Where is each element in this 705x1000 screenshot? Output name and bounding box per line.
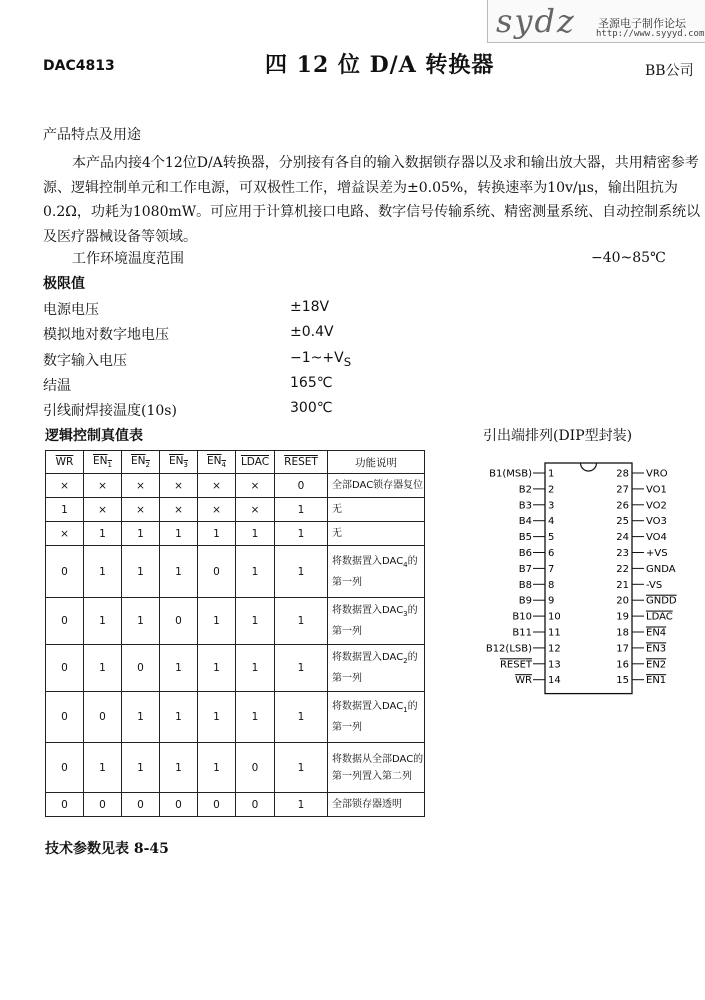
pin-number: 7 bbox=[548, 563, 555, 575]
truth-table-cell: 将数据从全部DAC的第一列置入第二列 bbox=[328, 743, 425, 793]
manufacturer: BB公司 bbox=[645, 63, 694, 79]
truth-table-cell: 0 bbox=[122, 645, 160, 692]
truth-table-header: LDAC bbox=[236, 451, 275, 474]
truth-table-row bbox=[46, 692, 425, 743]
truth-table-cell: × bbox=[198, 498, 236, 522]
pin-name: VRO bbox=[646, 468, 668, 480]
pin-name: B5 bbox=[518, 532, 532, 544]
pin-number: 26 bbox=[616, 500, 629, 512]
truth-table-cell: 全部锁存器透明 bbox=[328, 793, 425, 817]
truth-table bbox=[45, 450, 425, 817]
pin-name: B8 bbox=[518, 579, 532, 591]
pin-number: 13 bbox=[548, 659, 561, 671]
truth-table-cell: 1 bbox=[236, 692, 275, 743]
truth-table-row bbox=[46, 645, 425, 692]
truth-table-header: $\overline{WR}$ bbox=[46, 451, 84, 474]
truth-table-cell: 0 bbox=[275, 474, 328, 498]
pin-number: 10 bbox=[548, 611, 561, 623]
truth-table-cell: 1 bbox=[198, 645, 236, 692]
page-title: 四 12 位 D/A 转换器 bbox=[265, 52, 495, 78]
pin-number: 11 bbox=[548, 627, 561, 639]
pin-name: RESET bbox=[499, 659, 532, 671]
truth-table-cell: 1 bbox=[122, 692, 160, 743]
truth-table-cell: 0 bbox=[236, 793, 275, 817]
truth-table-cell: 0 bbox=[46, 598, 84, 645]
pin-number: 6 bbox=[548, 548, 555, 559]
truth-table-cell: 1 bbox=[84, 546, 122, 598]
truth-table-header: $EN_4$ bbox=[198, 451, 236, 474]
limit-label: 电源电压 bbox=[43, 302, 99, 318]
truth-table-cell: 1 bbox=[198, 522, 236, 546]
pin-number: 3 bbox=[548, 500, 555, 512]
truth-table-cell: 1 bbox=[198, 743, 236, 793]
limit-row bbox=[43, 400, 403, 422]
truth-table-cell: 0 bbox=[84, 793, 122, 817]
truth-table-row bbox=[46, 522, 425, 546]
pin-name: EN4 bbox=[646, 627, 667, 639]
truth-table-row bbox=[46, 743, 425, 793]
limit-label: 引线耐焊接温度(10s) bbox=[43, 403, 177, 420]
pin-name: VO3 bbox=[646, 516, 667, 528]
truth-table-cell: × bbox=[236, 498, 275, 522]
truth-table-cell: 1 bbox=[275, 793, 328, 817]
pin-number: 21 bbox=[616, 579, 629, 591]
features-paragraph: 本产品内接4个12位D/A转换器，分别接有各自的输入数据锁存器以及求和输出放大器，共用精密参考源、逻辑控制单元和工作电源，可双极性工作，增益误差为±0.05%，转换速率为10v/μs，输出阻抗为0.2Ω，功耗为1080mW。可应用于计算机接口电路、数字信号传输系统、精密测量系统、自动控制系统以及医疗器械设备等领域。 bbox=[43, 155, 701, 245]
pin-number: 15 bbox=[616, 675, 629, 687]
truth-table-cell: 0 bbox=[236, 743, 275, 793]
watermark-logo: sydz bbox=[496, 2, 576, 40]
truth-table-cell: 无 bbox=[328, 522, 425, 546]
truth-table-cell: 1 bbox=[275, 498, 328, 522]
truth-table-cell: 1 bbox=[236, 598, 275, 645]
limit-row bbox=[43, 350, 403, 372]
limit-value: ±18V bbox=[290, 299, 330, 315]
truth-table-cell: 0 bbox=[160, 793, 198, 817]
truth-table-cell: 1 bbox=[275, 522, 328, 546]
truth-table-cell: 1 bbox=[122, 598, 160, 645]
features-heading: 产品特点及用途 bbox=[43, 127, 141, 143]
truth-table-cell: 1 bbox=[275, 598, 328, 645]
truth-table-cell: 0 bbox=[46, 645, 84, 692]
watermark-url: http://www.syyyd.com bbox=[596, 29, 705, 39]
truth-table-heading: 逻辑控制真值表 bbox=[45, 428, 143, 444]
truth-table-cell: 0 bbox=[198, 546, 236, 598]
pin-name: VO4 bbox=[646, 532, 667, 544]
pin-name: B9 bbox=[518, 595, 532, 607]
truth-table-cell: × bbox=[198, 474, 236, 498]
pin-name: B4 bbox=[518, 516, 532, 528]
truth-table-cell: × bbox=[84, 474, 122, 498]
truth-table-cell: 1 bbox=[84, 743, 122, 793]
truth-table-header: $EN_3$ bbox=[160, 451, 198, 474]
pin-number: 23 bbox=[616, 548, 629, 559]
truth-table-cell: 1 bbox=[122, 522, 160, 546]
part-number: DAC4813 bbox=[43, 58, 115, 74]
truth-table-cell: 1 bbox=[160, 692, 198, 743]
pin-name: VO1 bbox=[646, 484, 667, 496]
limit-value: $-1\sim+V_S$ bbox=[290, 349, 352, 369]
truth-table-cell: 无 bbox=[328, 498, 425, 522]
truth-table-cell: × bbox=[46, 522, 84, 546]
truth-table-cell: × bbox=[84, 498, 122, 522]
truth-table-cell: 1 bbox=[84, 522, 122, 546]
truth-table-cell: 将数据置入$DAC_2$的第一列 bbox=[328, 645, 425, 692]
pin-name: B7 bbox=[518, 563, 532, 575]
truth-table-cell: 1 bbox=[198, 598, 236, 645]
truth-table-cell: 1 bbox=[275, 743, 328, 793]
dip-pinout-diagram bbox=[470, 455, 705, 710]
pin-name: GNDA bbox=[646, 563, 676, 575]
pinout-heading: 引出端排列(DIP型封装) bbox=[483, 428, 633, 444]
pin-number: 20 bbox=[616, 595, 629, 607]
footer-note: 技术参数见表 8-45 bbox=[45, 841, 169, 857]
truth-table-cell: 将数据置入$DAC_4$的第一列 bbox=[328, 546, 425, 598]
pin-name: WR bbox=[515, 675, 532, 687]
pin-number: 19 bbox=[616, 611, 629, 623]
pin-name: B10 bbox=[512, 611, 532, 623]
pin-number: 12 bbox=[548, 643, 561, 655]
truth-table-cell: 1 bbox=[275, 645, 328, 692]
truth-table-cell: 1 bbox=[122, 743, 160, 793]
pin-name: EN2 bbox=[646, 659, 667, 671]
truth-table-cell: 0 bbox=[46, 793, 84, 817]
truth-table-header: $EN_2$ bbox=[122, 451, 160, 474]
pin-number: 14 bbox=[548, 675, 561, 687]
truth-table-cell: 1 bbox=[160, 645, 198, 692]
pin-number: 4 bbox=[548, 516, 555, 528]
truth-table-cell: 将数据置入$DAC_1$的第一列 bbox=[328, 692, 425, 743]
truth-table-cell: 1 bbox=[236, 645, 275, 692]
pin-name: B3 bbox=[518, 500, 532, 512]
pin-name: GNDD bbox=[646, 595, 677, 607]
pin-number: 25 bbox=[616, 516, 629, 528]
pin-name: -VS bbox=[646, 579, 663, 591]
limit-label: 结温 bbox=[43, 377, 71, 394]
truth-table-row bbox=[46, 498, 425, 522]
limit-row bbox=[43, 375, 403, 397]
limit-label: 模拟地对数字地电压 bbox=[43, 327, 169, 344]
truth-table-cell: 1 bbox=[198, 692, 236, 743]
pin-name: EN3 bbox=[646, 643, 667, 655]
truth-table-cell: 1 bbox=[160, 522, 198, 546]
truth-table-cell: × bbox=[122, 474, 160, 498]
pin-number: 22 bbox=[616, 563, 629, 575]
pin-number: 9 bbox=[548, 595, 555, 607]
pin-name: B6 bbox=[518, 548, 532, 559]
truth-table-cell: 0 bbox=[160, 598, 198, 645]
limit-value: ±0.4V bbox=[290, 324, 334, 341]
truth-table-header: $EN_1$ bbox=[84, 451, 122, 474]
pin-name: EN1 bbox=[646, 675, 667, 687]
pin-name: B11 bbox=[512, 627, 532, 639]
truth-table-cell: 1 bbox=[275, 546, 328, 598]
pin-name: LDAC bbox=[646, 611, 673, 623]
pin-number: 27 bbox=[616, 484, 629, 496]
pin-number: 16 bbox=[616, 659, 629, 671]
limit-value: 300℃ bbox=[290, 400, 333, 417]
pin-name: B1(MSB) bbox=[489, 468, 532, 480]
truth-table-cell: 1 bbox=[122, 546, 160, 598]
truth-table-cell: 0 bbox=[46, 743, 84, 793]
truth-table-cell: 0 bbox=[198, 793, 236, 817]
truth-table-cell: 1 bbox=[84, 645, 122, 692]
truth-table-cell: × bbox=[236, 474, 275, 498]
pin-number: 2 bbox=[548, 484, 555, 496]
truth-table-cell: 全部DAC锁存器复位 bbox=[328, 474, 425, 498]
truth-table-header: RESET bbox=[275, 451, 328, 474]
limit-label: 数字输入电压 bbox=[43, 352, 127, 369]
pin-number: 1 bbox=[548, 468, 555, 480]
pin-name: VO2 bbox=[646, 500, 667, 512]
pin-name: B2 bbox=[518, 484, 532, 496]
truth-table-cell: × bbox=[160, 498, 198, 522]
ic-notch bbox=[581, 463, 597, 471]
pin-number: 28 bbox=[616, 468, 629, 480]
truth-table-cell: 1 bbox=[236, 522, 275, 546]
truth-table-cell: 1 bbox=[46, 498, 84, 522]
truth-table-cell: 1 bbox=[160, 546, 198, 598]
pin-name: B12(LSB) bbox=[485, 643, 532, 655]
truth-table-cell: 将数据置入$DAC_3$的第一列 bbox=[328, 598, 425, 645]
pin-name: +VS bbox=[646, 548, 668, 559]
truth-table-cell: 1 bbox=[84, 598, 122, 645]
truth-table-cell: × bbox=[122, 498, 160, 522]
watermark-site-name: 圣源电子制作论坛 bbox=[598, 17, 686, 30]
truth-table-cell: 0 bbox=[46, 692, 84, 743]
truth-table-cell: 1 bbox=[236, 546, 275, 598]
truth-table-cell: 0 bbox=[84, 692, 122, 743]
limit-row bbox=[43, 324, 403, 346]
truth-table-row bbox=[46, 546, 425, 598]
temp-range-value: −40~85℃ bbox=[591, 250, 666, 266]
truth-table-row bbox=[46, 474, 425, 498]
pin-number: 8 bbox=[548, 579, 555, 591]
truth-table-cell: 1 bbox=[275, 692, 328, 743]
truth-table-cell: 1 bbox=[160, 743, 198, 793]
pin-number: 5 bbox=[548, 532, 555, 544]
pin-number: 18 bbox=[616, 627, 629, 639]
limits-heading: 极限值 bbox=[43, 276, 85, 292]
truth-table-header: 功能说明 bbox=[328, 451, 425, 474]
truth-table-cell: × bbox=[46, 474, 84, 498]
limit-value: 165℃ bbox=[290, 374, 333, 391]
truth-table-row bbox=[46, 598, 425, 645]
truth-table-cell: 0 bbox=[122, 793, 160, 817]
truth-table-row bbox=[46, 793, 425, 817]
pin-number: 17 bbox=[616, 643, 629, 655]
temp-range-label: 工作环境温度范围 bbox=[72, 251, 184, 267]
pin-number: 24 bbox=[616, 532, 629, 544]
truth-table-cell: 0 bbox=[46, 546, 84, 598]
limit-row bbox=[43, 299, 403, 321]
truth-table-cell: × bbox=[160, 474, 198, 498]
